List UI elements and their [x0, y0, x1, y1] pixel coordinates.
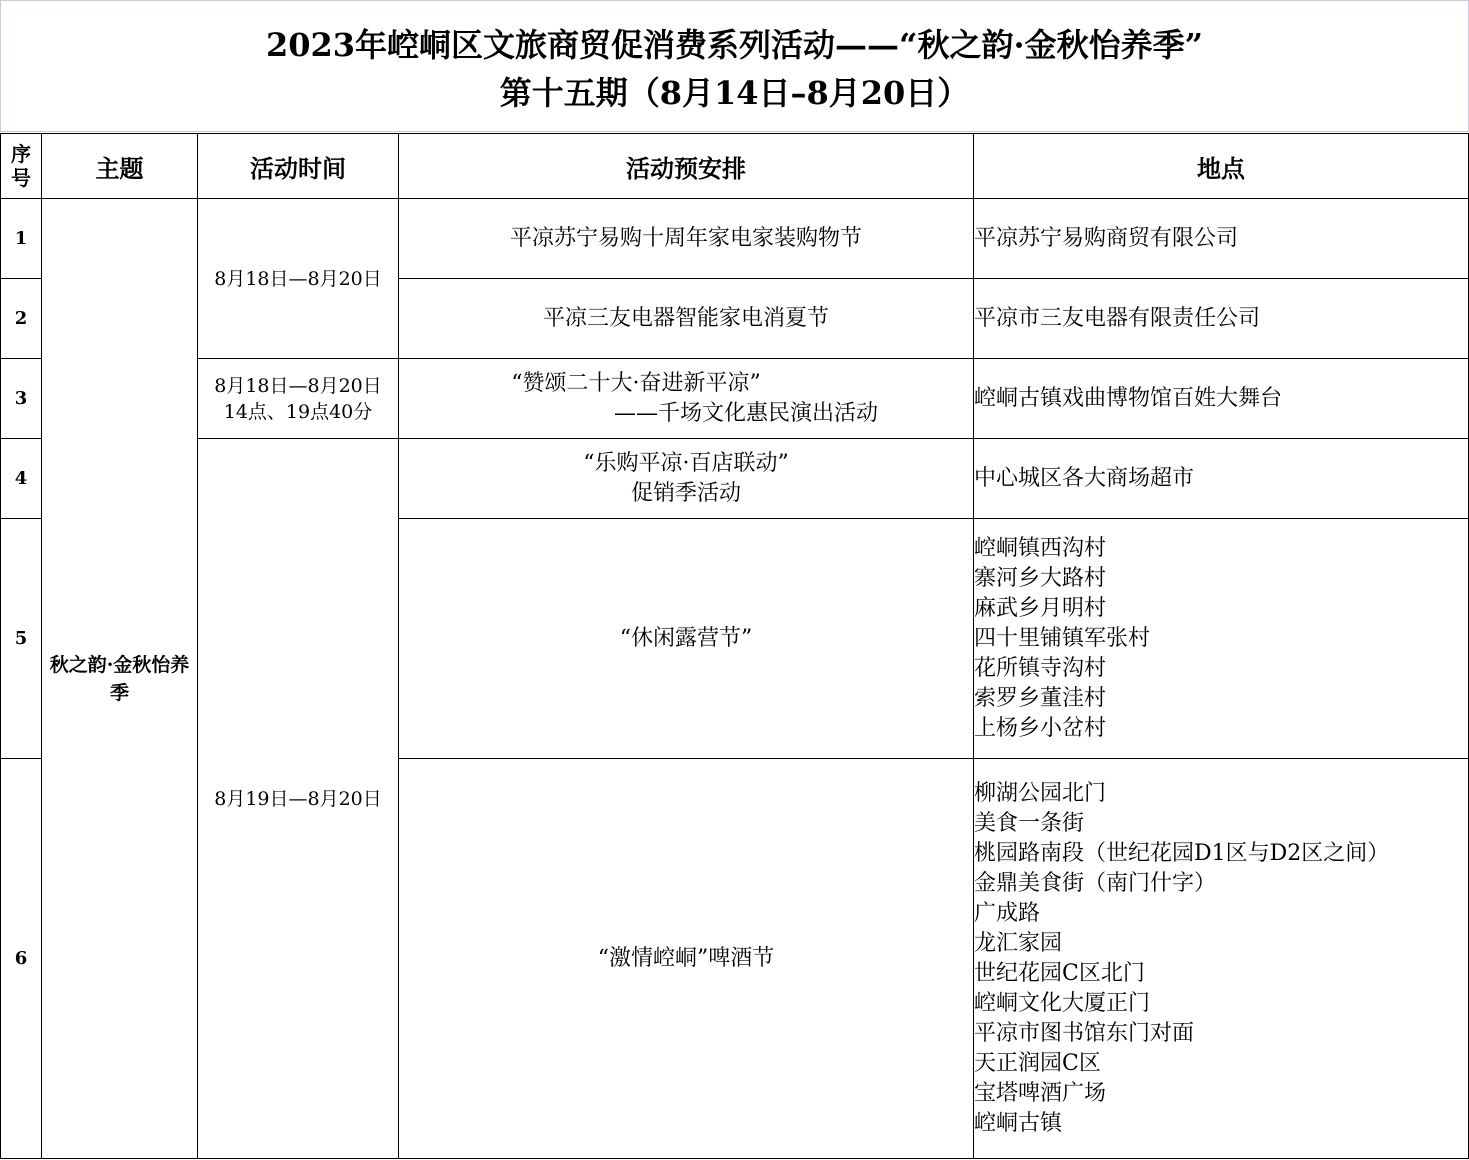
title-area — [0, 0, 1469, 132]
location-cell — [974, 199, 1469, 279]
location-cell — [974, 439, 1469, 519]
row-seq: 5 — [1, 519, 42, 759]
activity-cell — [399, 199, 974, 279]
location-text: 桃园路南段（世纪花园D1区与D2区之间） — [974, 840, 1390, 866]
location-text: 崆峒古镇 — [974, 1110, 1063, 1136]
header-theme: 主题 — [42, 134, 198, 199]
location-text: 宝塔啤酒广场 — [974, 1080, 1107, 1106]
location-text: 崆峒文化大厦正门 — [974, 990, 1151, 1016]
location-cell — [974, 759, 1469, 1159]
location-text: 平凉市三友电器有限责任公司 — [974, 305, 1261, 331]
location-text: 美食一条街 — [974, 810, 1085, 836]
time-cell: 8月18日—8月20日 — [198, 199, 399, 359]
table-row — [1, 359, 1469, 439]
header-time: 活动时间 — [198, 134, 399, 199]
activity-text: ——千场文化惠民演出活动 — [613, 400, 878, 426]
activity-cell — [399, 519, 974, 759]
activity-text: “休闲露营节” — [619, 625, 753, 651]
time-text: 8月18日—8月20日 — [214, 374, 382, 397]
time-text: 14点、19点40分 — [223, 400, 373, 423]
row-seq: 1 — [1, 199, 42, 279]
location-text: 崆峒古镇戏曲博物馆百姓大舞台 — [974, 385, 1283, 411]
activity-cell — [399, 759, 974, 1159]
page-title: 2023年崆峒区文旅商贸促消费系列活动——“秋之韵·金秋怡养季” — [265, 26, 1204, 64]
location-text: 广成路 — [974, 900, 1041, 926]
location-text: 平凉苏宁易购商贸有限公司 — [974, 225, 1239, 251]
activity-cell — [399, 279, 974, 359]
table-row — [1, 439, 1469, 519]
activity-cell — [399, 359, 974, 439]
activity-text: “赞颂二十大·奋进新平凉” — [511, 370, 761, 396]
page-subtitle: 第十五期（8月14日–8月20日） — [499, 74, 970, 112]
header-row — [1, 134, 1469, 199]
activity-text: 平凉三友电器智能家电消夏节 — [542, 305, 829, 331]
header-location: 地点 — [974, 134, 1469, 199]
location-text: 上杨乡小岔村 — [974, 715, 1107, 741]
location-text: 柳湖公园北门 — [974, 780, 1107, 806]
row-seq: 6 — [1, 759, 42, 1159]
activity-text: 平凉苏宁易购十周年家电家装购物节 — [509, 225, 862, 251]
location-text: 天正润园C区 — [974, 1050, 1101, 1076]
location-cell — [974, 519, 1469, 759]
location-text: 麻武乡月明村 — [974, 595, 1107, 621]
header-seq: 序号 — [1, 134, 42, 199]
location-text: 索罗乡董洼村 — [974, 685, 1107, 711]
location-text: 平凉市图书馆东门对面 — [974, 1020, 1195, 1046]
activity-text: 促销季活动 — [630, 480, 741, 506]
schedule-table — [0, 133, 1469, 1159]
location-text: 龙汇家园 — [974, 930, 1063, 956]
row-seq: 2 — [1, 279, 42, 359]
location-text: 四十里铺镇军张村 — [974, 625, 1151, 651]
header-activity: 活动预安排 — [399, 134, 974, 199]
table-row — [1, 199, 1469, 279]
location-text: 中心城区各大商场超市 — [974, 465, 1195, 491]
time-cell: 8月19日—8月20日 — [198, 439, 399, 1159]
activity-text: “乐购平凉·百店联动” — [583, 450, 789, 476]
row-seq: 4 — [1, 439, 42, 519]
activity-cell — [399, 439, 974, 519]
activity-text: “激情崆峒”啤酒节 — [597, 945, 775, 971]
location-cell — [974, 359, 1469, 439]
location-text: 世纪花园C区北门 — [974, 960, 1145, 986]
location-cell — [974, 279, 1469, 359]
location-text: 花所镇寺沟村 — [974, 655, 1107, 681]
location-text: 崆峒镇西沟村 — [974, 535, 1107, 561]
theme-cell: 秋之韵·金秋怡养季 — [42, 199, 198, 1159]
location-text: 寨河乡大路村 — [974, 565, 1107, 591]
location-text: 金鼎美食街（南门什字） — [974, 870, 1217, 896]
row-seq: 3 — [1, 359, 42, 439]
